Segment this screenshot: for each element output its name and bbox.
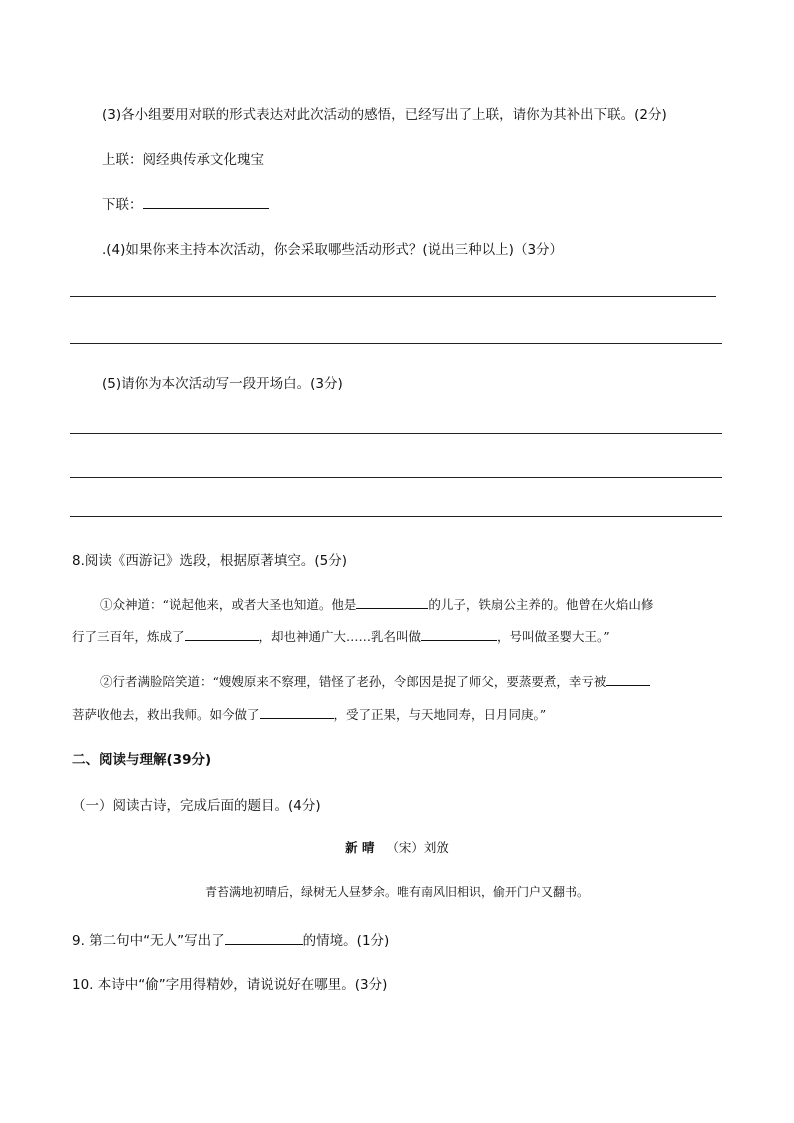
fill-blank[interactable] xyxy=(606,671,650,686)
excerpt-text: ，却也神通广大……乳名叫做 xyxy=(258,629,422,644)
excerpt-text: ，受了正果，与天地同寿，日月同庚。” xyxy=(333,707,547,722)
answer-line[interactable] xyxy=(70,296,716,297)
excerpt-text: 菩萨收他去，救出我师。如今做了 xyxy=(72,707,260,722)
excerpt-text: ，号叫做圣婴大王。” xyxy=(497,629,610,644)
lower-couplet-blank[interactable] xyxy=(143,194,269,209)
fill-blank[interactable] xyxy=(185,626,259,641)
fill-blank[interactable] xyxy=(260,704,334,719)
question-9-line xyxy=(72,929,389,949)
answer-line[interactable] xyxy=(70,516,722,517)
poem-title-line xyxy=(0,838,794,856)
excerpt-text: ②行者满脸陪笑道：“嫂嫂原来不察理，错怪了老孙，令郎因是捉了师父，要蒸要煮，幸亏被 xyxy=(100,674,607,689)
question-3-text: (3)各小组要用对联的形式表达对此次活动的感悟，已经写出了上联，请你为其补出下联。(2分) xyxy=(102,107,667,123)
poem-body: 青苔满地初晴后，绿树无人昼梦余。唯有南风旧相识，偷开门户又翻书。 xyxy=(204,885,589,899)
answer-line[interactable] xyxy=(70,343,722,344)
poem-author: （宋）刘攽 xyxy=(386,840,449,855)
fill-blank[interactable] xyxy=(421,626,497,641)
excerpt-1-line-1 xyxy=(100,594,653,613)
lower-couplet-label: 下联： xyxy=(102,197,143,213)
question-9-text-end: 的情境。(1分) xyxy=(302,933,390,949)
excerpt-text: 的儿子，铁扇公主养的。他曾在火焰山修 xyxy=(428,597,654,612)
question-4-text: .(4)如果你来主持本次活动，你会采取哪些活动形式？(说出三种以上)（3分） xyxy=(102,242,564,258)
question-8-text: 8.阅读《西游记》选段，根据原著填空。(5分) xyxy=(72,553,348,569)
excerpt-2-line-2 xyxy=(72,704,546,723)
excerpt-text: 行了三百年，炼成了 xyxy=(72,629,185,644)
lower-couplet-line xyxy=(102,193,269,213)
answer-line[interactable] xyxy=(70,477,722,478)
question-9-text: 9. 第二句中“无人”写出了 xyxy=(72,933,225,949)
answer-line[interactable] xyxy=(70,433,722,434)
question-10-text: 10. 本诗中“偷”字用得精妙，请说说好在哪里。(3分) xyxy=(72,977,388,993)
fill-blank[interactable] xyxy=(356,594,428,609)
fill-blank[interactable] xyxy=(225,930,303,945)
section-heading: 二、阅读与理解(39分) xyxy=(72,752,212,768)
excerpt-text: ①众神道：“说起他来，或者大圣也知道。他是 xyxy=(100,597,357,612)
poem-title: 新 晴 xyxy=(345,840,375,855)
excerpt-1-line-2 xyxy=(72,626,610,645)
question-5-text: (5)请你为本次活动写一段开场白。(3分) xyxy=(102,376,343,392)
upper-couplet: 上联：阅经典传承文化瑰宝 xyxy=(102,152,264,168)
section-subheading: （一）阅读古诗，完成后面的题目。(4分) xyxy=(72,798,321,814)
excerpt-2-line-1 xyxy=(100,671,650,690)
